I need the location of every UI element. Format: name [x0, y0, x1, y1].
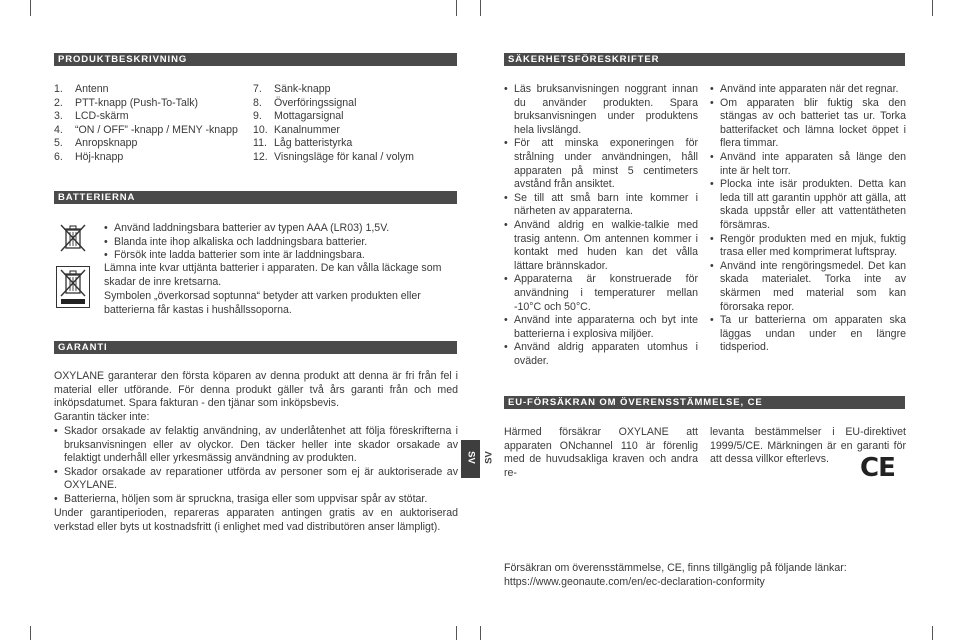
part-item	[54, 97, 254, 111]
part-number: 4.	[54, 123, 63, 136]
safety-bullets-col2	[710, 83, 906, 355]
safety-bullets-col1	[504, 83, 698, 368]
part-label: Mottagarsignal	[274, 110, 344, 123]
part-label: LCD-skärm	[75, 110, 129, 123]
part-label: Visningsläge för kanal / volym	[274, 150, 414, 163]
declaration-col1: Härmed försäkrar OXYLANE att apparaten ONchannel 110 är förenlig med de huvudsakliga kraven och andra re-	[504, 426, 698, 479]
crop-mark	[456, 626, 457, 640]
crop-mark	[932, 0, 933, 16]
warranty-bullets	[54, 425, 458, 507]
declaration-url[interactable]: https://www.geonaute.com/en/ec-declaration-conformity	[504, 576, 765, 588]
safety-bullet: • Ta ur batterierna om apparaten ska läggas undan under en längre tidsperiod.	[710, 314, 906, 355]
part-number: 12.	[253, 150, 268, 163]
battery-bullet: • Blanda inte ihop alkaliska och laddningsbara batterier.	[104, 236, 460, 250]
part-item	[54, 151, 254, 165]
battery-paragraph-2: Symbolen „överkorsad soptunna“ betyder att varken produkten eller batterierna får kastas i hushållssoporna.	[104, 290, 421, 316]
safety-heading: SÄKERHETSFÖRESKRIFTER	[504, 53, 905, 66]
part-item	[253, 124, 453, 138]
language-label-left: SV	[465, 451, 477, 464]
safety-bullet: • Använd inte apparaten så länge den inte är helt torr.	[710, 151, 906, 178]
part-item	[253, 83, 453, 97]
part-item	[253, 110, 453, 124]
part-label: PTT-knapp (Push-To-Talk)	[75, 96, 199, 109]
declaration-heading: EU-FÖRSÄKRAN OM ÖVERENSSTÄMMELSE, CE	[504, 396, 905, 409]
parts-list-col2	[253, 83, 453, 165]
part-number: 9.	[253, 110, 262, 123]
battery-bullet: • Försök inte ladda batterier som inte är laddningsbara.	[104, 249, 460, 263]
crop-mark	[30, 626, 31, 640]
crop-mark	[456, 0, 457, 16]
safety-bullet: • Använd aldrig en walkie-talkie med trasig antenn. Om antennen kommer i kontakt med huden kan det vålla lättare brännskador.	[504, 219, 698, 273]
safety-bullet: • Om apparaten blir fuktig ska den stängas av och batteriet tas ur. Torka batterifacket och lämna locket öppet i flera timmar.	[710, 97, 906, 151]
warranty-covers-label: Garantin täcker inte:	[54, 411, 150, 423]
part-number: 2.	[54, 96, 63, 109]
part-number: 3.	[54, 110, 63, 123]
crossed-out-bin-icon	[58, 222, 88, 254]
part-label: Överföringssignal	[274, 96, 357, 109]
safety-bullet: • Läs bruksanvisningen noggrant innan du använder produkten. Spara bruksanvisningen under produktens hela livslängd.	[504, 83, 698, 137]
safety-bullet: • Apparaterna är konstruerade för användning i temperaturer mellan -10°C och 50°C.	[504, 273, 698, 314]
safety-bullet: • Använd inte rengöringsmedel. Det kan skada materialet. Torka inte av skärmen med material som kan förorsaka repor.	[710, 260, 906, 314]
safety-bullet: • Se till att små barn inte kommer i närheten av apparaterna.	[504, 192, 698, 219]
part-item	[253, 151, 453, 165]
safety-bullet: • Använd aldrig apparaten utomhus i oväder.	[504, 341, 698, 368]
part-number: 1.	[54, 83, 63, 95]
part-item	[54, 137, 254, 151]
part-number: 10.	[253, 123, 268, 136]
part-number: 11.	[253, 137, 267, 150]
crop-mark	[30, 0, 31, 16]
warranty-bullet: • Skador orsakade av reparationer utförda av personer som ej är auktoriserade av OXYLANE.	[54, 466, 458, 493]
battery-bullet: • Använd laddningsbara batterier av typen AAA (LR03) 1,5V.	[104, 222, 460, 236]
part-number: 5.	[54, 137, 63, 150]
warranty-closing: Under garantiperioden, repareras apparaten antingen gratis av en auktoriserad verkstad eller byts ut kostnadsfritt (i enlighet med vad distributören anser lämpligt).	[54, 507, 458, 533]
safety-bullet: • Plocka inte isär produkten. Detta kan leda till att garantin upphör att gälla, att skada uppstår eller att vattentätheten försämras.	[710, 178, 906, 232]
part-label: Antenn	[75, 83, 109, 95]
part-number: 7.	[253, 83, 262, 95]
parts-list-col1	[54, 83, 254, 165]
safety-bullet: • Använd inte apparaterna och byt inte batterierna i explosiva miljöer.	[504, 314, 698, 341]
language-tab	[461, 440, 499, 478]
crop-mark	[480, 626, 481, 640]
warranty-bullet: • Batterierna, höljen som är spruckna, trasiga eller som uppvisar spår av stötar.	[54, 493, 458, 507]
part-number: 8.	[253, 96, 262, 109]
part-item	[253, 97, 453, 111]
part-label: Sänk-knapp	[274, 83, 331, 95]
batteries-heading: BATTERIERNA	[54, 191, 457, 204]
part-label: Höj-knapp	[75, 150, 124, 163]
crop-mark	[932, 626, 933, 640]
part-label: Kanalnummer	[274, 123, 340, 136]
language-label-right: SV	[483, 451, 495, 464]
battery-bullets	[104, 222, 460, 263]
warranty-heading: GARANTI	[54, 341, 457, 354]
battery-paragraph-1: Lämna inte kvar uttjänta batterier i apparaten. De kan vålla läckage som skadar de inre kretsarna.	[104, 262, 442, 288]
part-item	[54, 110, 254, 124]
declaration-link-text: Försäkran om överensstämmelse, CE, finns tillgänglig på följande länkar:	[504, 562, 847, 574]
declaration-col2: levanta bestämmelser i EU-direktivet 1999/5/CE. Märkningen är en garanti för att dessa villkor efterlevs.	[710, 426, 906, 466]
part-label: “ON / OFF” -knapp / MENY -knapp	[75, 123, 238, 136]
ce-mark-icon: CE	[860, 453, 895, 483]
safety-bullet: • Rengör produkten med en mjuk, fuktig trasa eller med komprimerat luftspray.	[710, 233, 906, 260]
product-description-heading: PRODUKTBESKRIVNING	[54, 53, 457, 66]
part-label: Anropsknapp	[75, 137, 138, 150]
part-number: 6.	[54, 150, 63, 163]
part-item	[253, 137, 453, 151]
warranty-bullet: • Skador orsakade av felaktig användning, av underlåtenhet att följa föreskrifterna i bruksanvisningen eller av olyckor. Den täcker heller inte skador orsakade av felaktigt underhåll eller yrkesmässig användning av produkten.	[54, 425, 458, 466]
part-label: Låg batteristyrka	[274, 137, 353, 150]
safety-bullet: • Använd inte apparaten när det regnar.	[710, 83, 906, 97]
crop-mark	[480, 0, 481, 16]
part-item	[54, 83, 254, 97]
safety-bullet: • För att minska exponeringen för strålning under användningen, håll apparaten på minst 5 centimeters avstånd från ansiktet.	[504, 137, 698, 191]
crossed-out-bin-bar-icon	[56, 266, 90, 308]
part-item	[54, 124, 254, 138]
warranty-intro: OXYLANE garanterar den första köparen av denna produkt att denna är fri från fel i material eller utförande. För denna produkt gäller två års garanti från och med inköpsdatumet. Spara fakturan - den tjänar som inköpsbevis.	[54, 370, 458, 410]
